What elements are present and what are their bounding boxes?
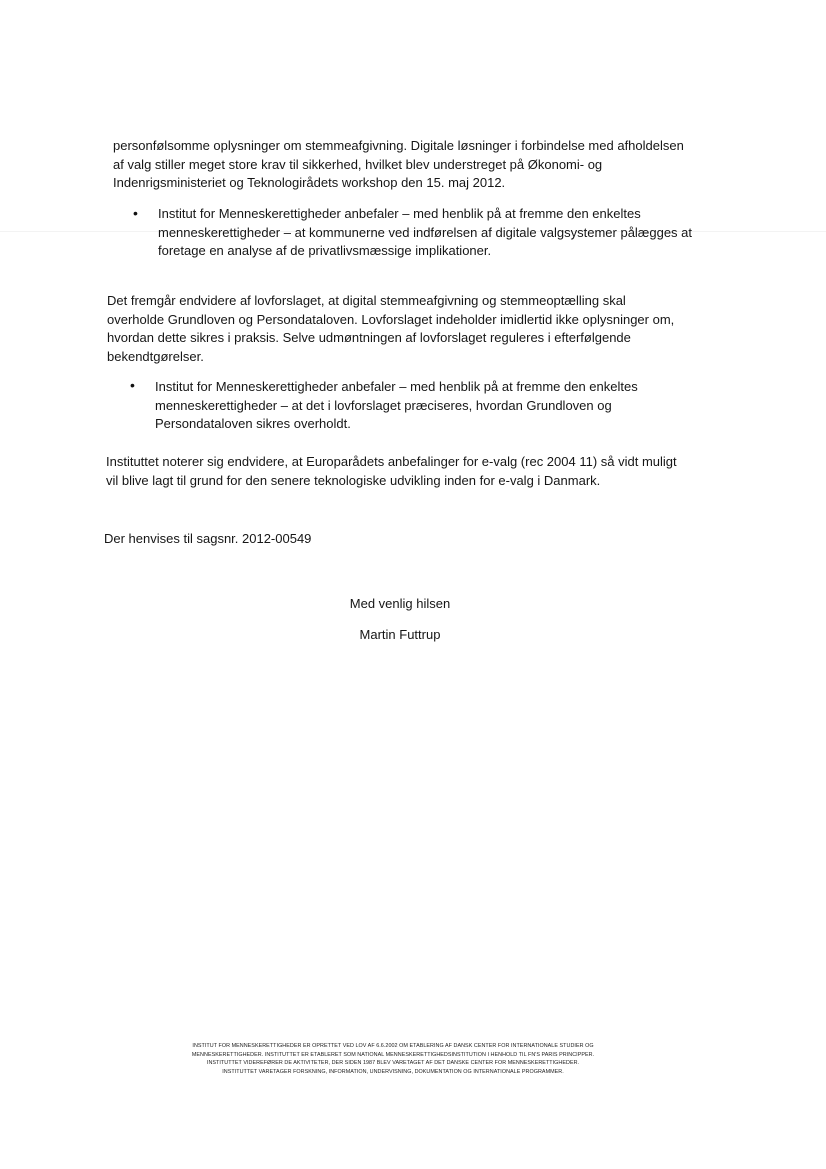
signatory-name: Martin Futtrup	[359, 627, 441, 642]
case-reference: Der henvises til sagsnr. 2012-00549	[104, 531, 312, 546]
paragraph-line: af valg stiller meget store krav til sikkerhed, hvilket blev understreget på Økonomi- og	[113, 156, 603, 172]
paragraph-line: Det fremgår endvidere af lovforslaget, at digital stemmeafgivning og stemmeoptælling skal	[107, 293, 626, 308]
paragraph-line: personfølsomme oplysninger om stemmeafgivning. Digitale løsninger i forbindelse med afholdelsen	[113, 138, 684, 153]
recommendation-line: menneskerettigheder – at kommunerne ved indførelsen af digitale valgsystemer pålægges at	[158, 224, 693, 240]
paragraph-line: Indenrigsministeriet og Teknologirådets workshop den 15. maj 2012.	[113, 175, 506, 190]
footer-line: MENNESKERETTIGHEDER. INSTITUTTET ER ETABLERET SOM NATIONAL MENNESKERETTIGHEDSINSTITUTION I HENHOLD TIL FN'S PARIS PRINCIPPER.	[191, 1051, 595, 1058]
bullet-icon: •	[133, 205, 138, 221]
bullet-icon: •	[130, 377, 135, 393]
footer-line: INSTITUTTET VIDEREFØRER DE AKTIVITETER, DER SIDEN 1987 BLEV VARETAGET AF DET DANSKE CENTER FOR MENNESKERETTIGHEDER.	[206, 1060, 580, 1067]
paragraph-line: overholde Grundloven og Persondataloven. Lovforslaget indeholder imidlertid ikke oplysninger om,	[107, 311, 675, 327]
recommendation-2	[155, 378, 638, 434]
recommendation-line: menneskerettigheder – at det i lovforslaget præciseres, hvordan Grundloven og	[155, 397, 612, 413]
recommendation-line: Persondataloven sikres overholdt.	[155, 416, 351, 431]
paragraph-line: hvordan dette sikres i praksis. Selve udmøntningen af lovforslaget reguleres i efterfølgende	[107, 330, 631, 345]
footer-line: INSTITUT FOR MENNESKERETTIGHEDER ER OPRETTET VED LOV AF 6.6.2002 OM ETABLERING AF DANSK CENTER FOR INTERNATIONALE STUDIER OG	[192, 1043, 594, 1049]
middle-paragraph	[107, 292, 674, 366]
paragraph-line: Instituttet noterer sig endvidere, at Europarådets anbefalinger for e-valg (rec 2004 11) så vidt muligt	[106, 454, 677, 469]
recommendation-line: Institut for Menneskerettigheder anbefaler – med henblik på at fremme den enkeltes	[158, 206, 641, 221]
recommendation-1	[158, 205, 692, 261]
footer-line: INSTITUTTET VARETAGER FORSKNING, INFORMATION, UNDERVISNING, DOKUMENTATION OG INTERNATIONALE PROGRAMMER.	[222, 1068, 564, 1075]
intro-paragraph	[113, 137, 684, 193]
institution-footer	[150, 1042, 636, 1076]
closing-greeting: Med venlig hilsen	[349, 596, 451, 611]
paragraph-line: vil blive lagt til grund for den senere teknologiske udvikling inden for e-valg i Danmark.	[106, 472, 601, 488]
recommendation-line: foretage en analyse af de privatlivsmæssige implikationer.	[158, 243, 492, 258]
paragraph-line: bekendtgørelser.	[107, 348, 204, 364]
recommendation-line: Institut for Menneskerettigheder anbefaler – med henblik på at fremme den enkeltes	[155, 379, 638, 394]
europe-paragraph	[106, 453, 677, 490]
